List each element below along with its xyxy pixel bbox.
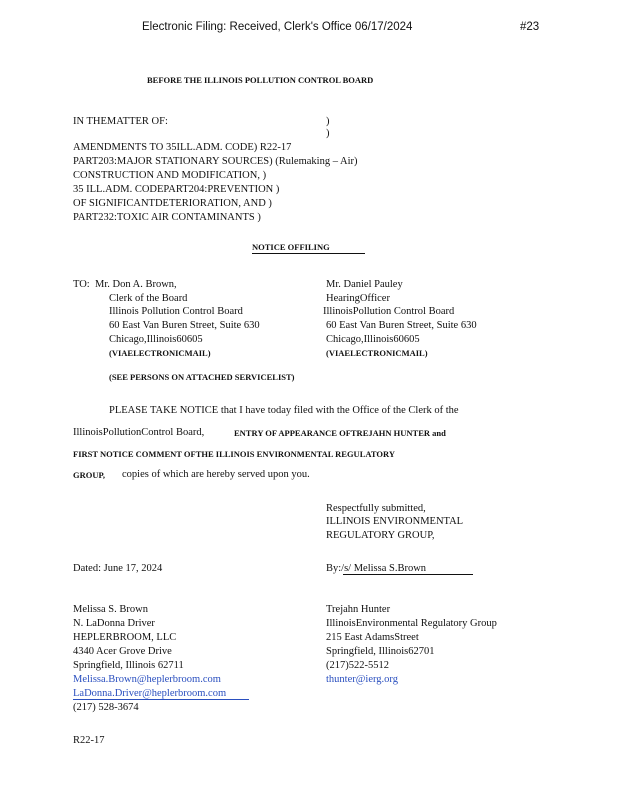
contact-right-phone: (217)522-5512 [326,660,389,671]
recipient-1-method: (VIAELECTRONICMAIL) [109,348,211,358]
recipient-1-city: Chicago,Illinois60605 [109,334,203,345]
body-line-3: FIRST NOTICE COMMENT OFTHE ILLINOIS ENVIRONMENTAL REGULATORY [73,449,395,459]
caption-line-5: OF SIGNIFICANTDETERIORATION, AND ) [73,198,272,209]
recipient-1-name: Mr. Don A. Brown, [95,279,177,290]
board-title: BEFORE THE ILLINOIS POLLUTION CONTROL BOARD [147,75,374,85]
contact-left-firm: HEPLERBROOM, LLC [73,632,177,643]
recipient-1-org: Illinois Pollution Control Board [109,306,243,317]
contact-right-name: Trejahn Hunter [326,604,391,615]
recipient-2-org: IllinoisPollution Control Board [323,306,455,317]
contact-left-name-1: Melissa S. Brown [73,604,148,615]
caption-line-6: PART232:TOXIC AIR CONTAMINANTS ) [73,212,261,223]
contact-left-email-2[interactable]: LaDonna.Driver@heplerbroom.com [73,688,227,699]
contact-left-email-1[interactable]: Melissa.Brown@heplerbroom.com [73,674,221,685]
body-line-4a: GROUP, [73,470,106,480]
notice-title-underline [252,253,365,254]
contact-left-address: 4340 Acer Grove Drive [73,646,172,657]
to-label: TO: [73,279,90,290]
signature-line [343,574,473,575]
dated: Dated: June 17, 2024 [73,563,163,574]
signature-org-1: ILLINOIS ENVIRONMENTAL [326,516,464,527]
recipient-1-address: 60 East Van Buren Street, Suite 630 [109,320,260,331]
contact-left-city: Springfield, Illinois 62711 [73,660,184,671]
recipient-2-title: HearingOfficer [326,293,390,304]
contact-left-name-2: N. LaDonna Driver [73,618,155,629]
caption-paren-2: ) [326,128,330,139]
recipient-2-method: (VIAELECTRONICMAIL) [326,348,428,358]
contact-right-address: 215 East AdamsStreet [326,632,419,643]
caption-paren-1: ) [326,116,330,127]
recipient-1-title: Clerk of the Board [109,293,188,304]
footer-docket: R22-17 [73,735,105,746]
email-underline [73,699,249,700]
caption-line-4: 35 ILL.ADM. CODEPART204:PREVENTION ) [73,184,280,195]
signature-by: By:/s/ Melissa S.Brown [326,563,427,574]
body-line-4b: copies of which are hereby served upon you. [122,469,310,480]
recipient-2-address: 60 East Van Buren Street, Suite 630 [326,320,477,331]
contact-left-phone: (217) 528-3674 [73,702,139,713]
filing-number: #23 [520,21,540,33]
notice-title: NOTICE OFFILING [252,242,330,252]
caption-line-1: AMENDMENTS TO 35ILL.ADM. CODE) R22-17 [73,142,292,153]
filing-stamp: Electronic Filing: Received, Clerk's Office 06/17/2024 [142,21,413,33]
caption-line-3: CONSTRUCTION AND MODIFICATION, ) [73,170,267,181]
body-line-1: PLEASE TAKE NOTICE that I have today filed with the Office of the Clerk of the [109,405,459,416]
signature-closing: Respectfully submitted, [326,503,426,514]
recipient-2-city: Chicago,Illinois60605 [326,334,420,345]
contact-right-city: Springfield, Illinois62701 [326,646,435,657]
body-line-2a: IllinoisPollutionControl Board, [73,427,205,438]
service-list-note: (SEE PERSONS ON ATTACHED SERVICELIST) [109,372,295,382]
recipient-2-name: Mr. Daniel Pauley [326,279,403,290]
caption-in-the-matter: IN THEMATTER OF: [73,116,168,127]
contact-right-email[interactable]: thunter@ierg.org [326,674,398,685]
body-line-2b: ENTRY OF APPEARANCE OFTREJAHN HUNTER and [234,428,446,438]
caption-line-2: PART203:MAJOR STATIONARY SOURCES) (Rulemaking – Air) [73,156,358,167]
signature-org-2: REGULATORY GROUP, [326,530,435,541]
contact-right-org: IllinoisEnvironmental Regulatory Group [326,618,497,629]
